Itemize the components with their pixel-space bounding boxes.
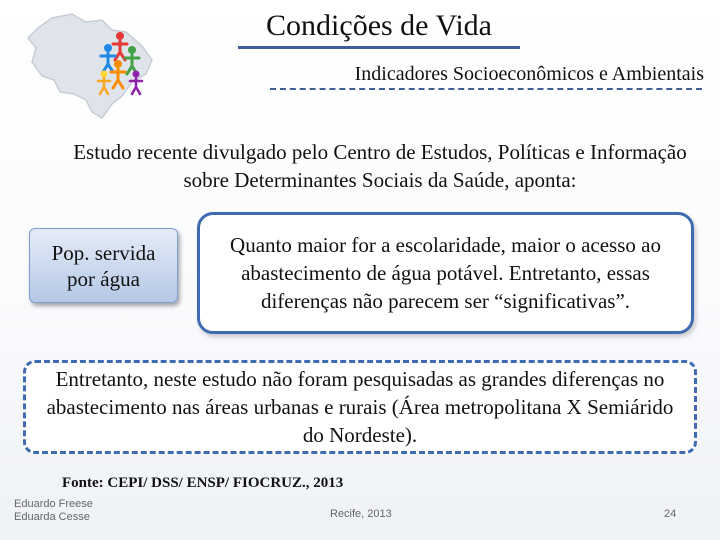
footer-authors	[14, 498, 93, 524]
subtitle-underline	[270, 88, 702, 90]
note-text: Entretanto, neste estudo não foram pesquisadas as grandes diferenças no abastecimento nas áreas urbanas e rurais (Área metropolitana X Semiárido do Nordeste).	[46, 367, 674, 447]
brazil-map-people-icon	[14, 8, 164, 126]
slide-title: Condições de Vida	[266, 9, 492, 42]
finding-text: Quanto maior for a escolaridade, maior o acesso ao abastecimento de água potável. Entretanto, essas diferenças não parecem ser “significativas”.	[230, 233, 661, 313]
title-underline	[238, 46, 520, 49]
note-box	[23, 360, 697, 454]
slide-subtitle: Indicadores Socioeconômicos e Ambientais	[354, 63, 704, 85]
page-number: 24	[664, 508, 677, 520]
footer-author: Eduardo Freese	[14, 498, 93, 510]
side-label-box	[29, 228, 178, 303]
intro-text: Estudo recente divulgado pelo Centro de Estudos, Políticas e Informação sobre Determinantes Sociais da Saúde, aponta:	[73, 140, 687, 192]
source-citation: Fonte: CEPI/ DSS/ ENSP/ FIOCRUZ., 2013	[62, 475, 344, 491]
footer-place-year: Recife, 2013	[330, 508, 392, 520]
finding-box	[197, 212, 694, 334]
footer-author: Eduarda Cesse	[14, 511, 90, 523]
side-label-text: Pop. servida por água	[51, 240, 156, 291]
